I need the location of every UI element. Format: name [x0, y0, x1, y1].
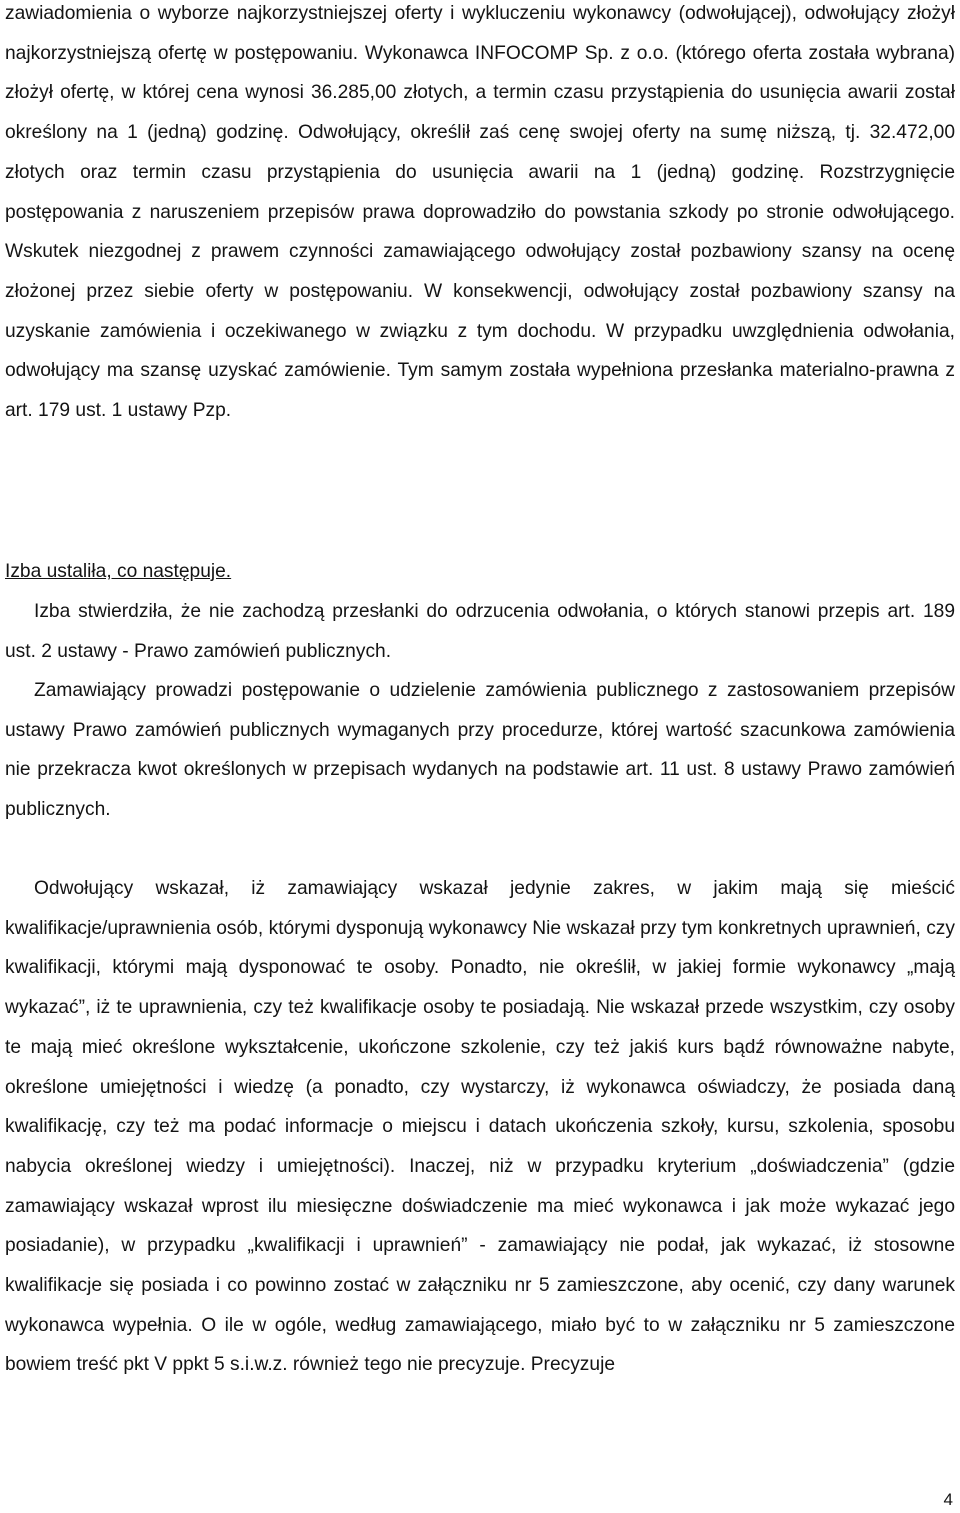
- paragraph-appeal-grounds: [5, 0, 955, 431]
- paragraph-procedure: [5, 671, 955, 830]
- paragraph-text: Odwołujący wskazał, iż zamawiający wskazał jedynie zakres, w jakim mają się mieścić kwalifikacje/uprawnienia osób, którymi dysponują wykonawcy Nie wskazał przy tym konkretnych uprawnień, czy kwalifikacji, którymi mają dysponować te osoby. Ponadto, nie określił, w jakiej formie wykonawcy „mają wykazać”, iż te uprawnienia, czy też kwalifikacje osoby te posiadają. Nie wskazał przede wszystkim, czy osoby te mają mieć określone wykształcenie, ukończone szkolenie, czy też jakiś kurs bądź równoważne nabyte, określone umiejętności i wiedzę (a ponadto, czy wystarczy, iż wykonawca oświadczy, że posiada daną kwalifikację, czy też ma podać informacje o miejscu i datach ukończenia szkoły, kursu, szkolenia, sposobu nabycia określonej wiedzy i umiejętności). Inaczej, niż w przypadku kryterium „doświadczenia” (gdzie zamawiający wskazał wprost ilu miesięczne doświadczenie ma mieć wykonawca i jak może wykazać jego posiadanie), w przypadku „kwalifikacji i uprawnień” - zamawiający nie podał, jak wykazać, iż stosowne kwalifikacje się posiada i co powinno zostać w załączniku nr 5 zamieszczone, aby ocenić, czy dany warunek wykonawca wypełnia. O ile w ogóle, według zamawiającego, miało być to w załączniku nr 5 zamieszczone bowiem treść pkt V ppkt 5 s.i.w.z. również tego nie precyzuje. Precyzuje: [5, 878, 955, 1376]
- paragraph-no-rejection: [5, 592, 955, 671]
- paragraph-text: zawiadomienia o wyborze najkorzystniejszej oferty i wykluczeniu wykonawcy (odwołującej), odwołujący złożył najkorzystniejszą ofertę w postępowaniu. Wykonawca INFOCOMP Sp. z o.o. (którego oferta została wybrana) złożył ofertę, w której cena wynosi 36.285,00 złotych, a termin czasu przystąpienia do usunięcia awarii został określony na 1 (jedną) godzinę. Odwołujący, określił zaś cenę swojej oferty na sumę niższą, tj. 32.472,00 złotych oraz termin czasu przystąpienia do usunięcia awarii na 1 (jedną) godzinę. Rozstrzygnięcie postępowania z naruszeniem przepisów prawa doprowadziło do powstania szkody po stronie odwołującego. Wskutek niezgodnej z prawem czynności zamawiającego odwołujący został pozbawiony szansy na ocenę złożonej przez siebie oferty w postępowaniu. W konsekwencji, odwołujący został pozbawiony szansy na uzyskanie zamówienia i oczekiwanego w związku z tym dochodu. W przypadku uwzględnienia odwołania, odwołujący ma szansę uzyskać zamówienie. Tym samym została wypełniona przesłanka materialno-prawna z art. 179 ust. 1 ustawy Pzp.: [5, 3, 955, 422]
- paragraph-text: Izba stwierdziła, że nie zachodzą przesłanki do odrzucenia odwołania, o których stanowi przepis art. 189 ust. 2 ustawy - Prawo zamówień publicznych.: [5, 601, 955, 662]
- paragraph-qualifications: [5, 869, 955, 1385]
- paragraph-text: Zamawiający prowadzi postępowanie o udzielenie zamówienia publicznego z zastosowaniem przepisów ustawy Prawo zamówień publicznych wymaganych przy procedurze, której wartość szacunkowa zamówienia nie przekracza kwot określonych w przepisach wydanych na podstawie art. 11 ust. 8 ustawy Prawo zamówień publicznych.: [5, 680, 955, 821]
- page-number: 4: [943, 1490, 953, 1509]
- section-heading: Izba ustaliła, co następuje.: [5, 561, 232, 582]
